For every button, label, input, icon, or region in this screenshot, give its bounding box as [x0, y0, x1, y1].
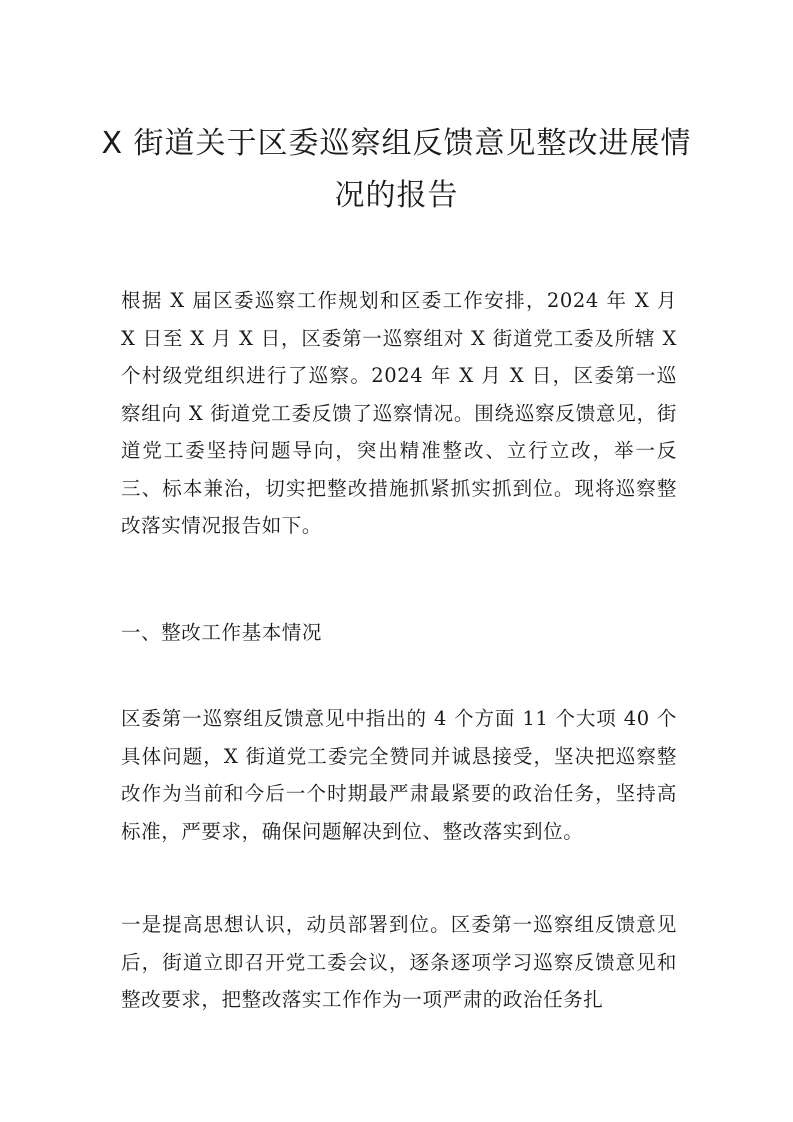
intro-paragraph: 根据 X 届区委巡察工作规划和区委工作安排，2024 年 X 月 X 日至 X 月 X 日，区委第一巡察组对 X 街道党工委及所辖 X 个村级党组织进行了巡察。2024 年 X 月 X 日，区委第一巡察组向 X 街道党工委反馈了巡察情况。围绕巡察反馈意见，街道党工委坚持问题导向，突出精准整改、立行立改，举一反三、标本兼治，切实把整改措施抓紧抓实抓到位。现将巡察整改落实情况报告如下。 — [121, 289, 677, 537]
body-paragraph: 区委第一巡察组反馈意见中指出的 4 个方面 11 个大项 40 个具体问题，X 街道党工委完全赞同并诚恳接受，坚决把巡察整改作为当前和今后一个时期最严肃最紧要的政治任务，坚持高标准，严要求，确保问题解决到位、整改落实到位。 — [121, 707, 677, 843]
body-paragraph: 一是提高思想认识，动员部署到位。区委第一巡察组反馈意见后，街道立即召开党工委会议，逐条逐项学习巡察反馈意见和整改要求，把整改落实工作作为一项严肃的政治任务扎 — [121, 913, 677, 1011]
document-title: X 街道关于区委巡察组反馈意见整改进展情况的报告 — [101, 126, 692, 213]
section-heading: 一、整改工作基本情况 — [121, 621, 323, 644]
